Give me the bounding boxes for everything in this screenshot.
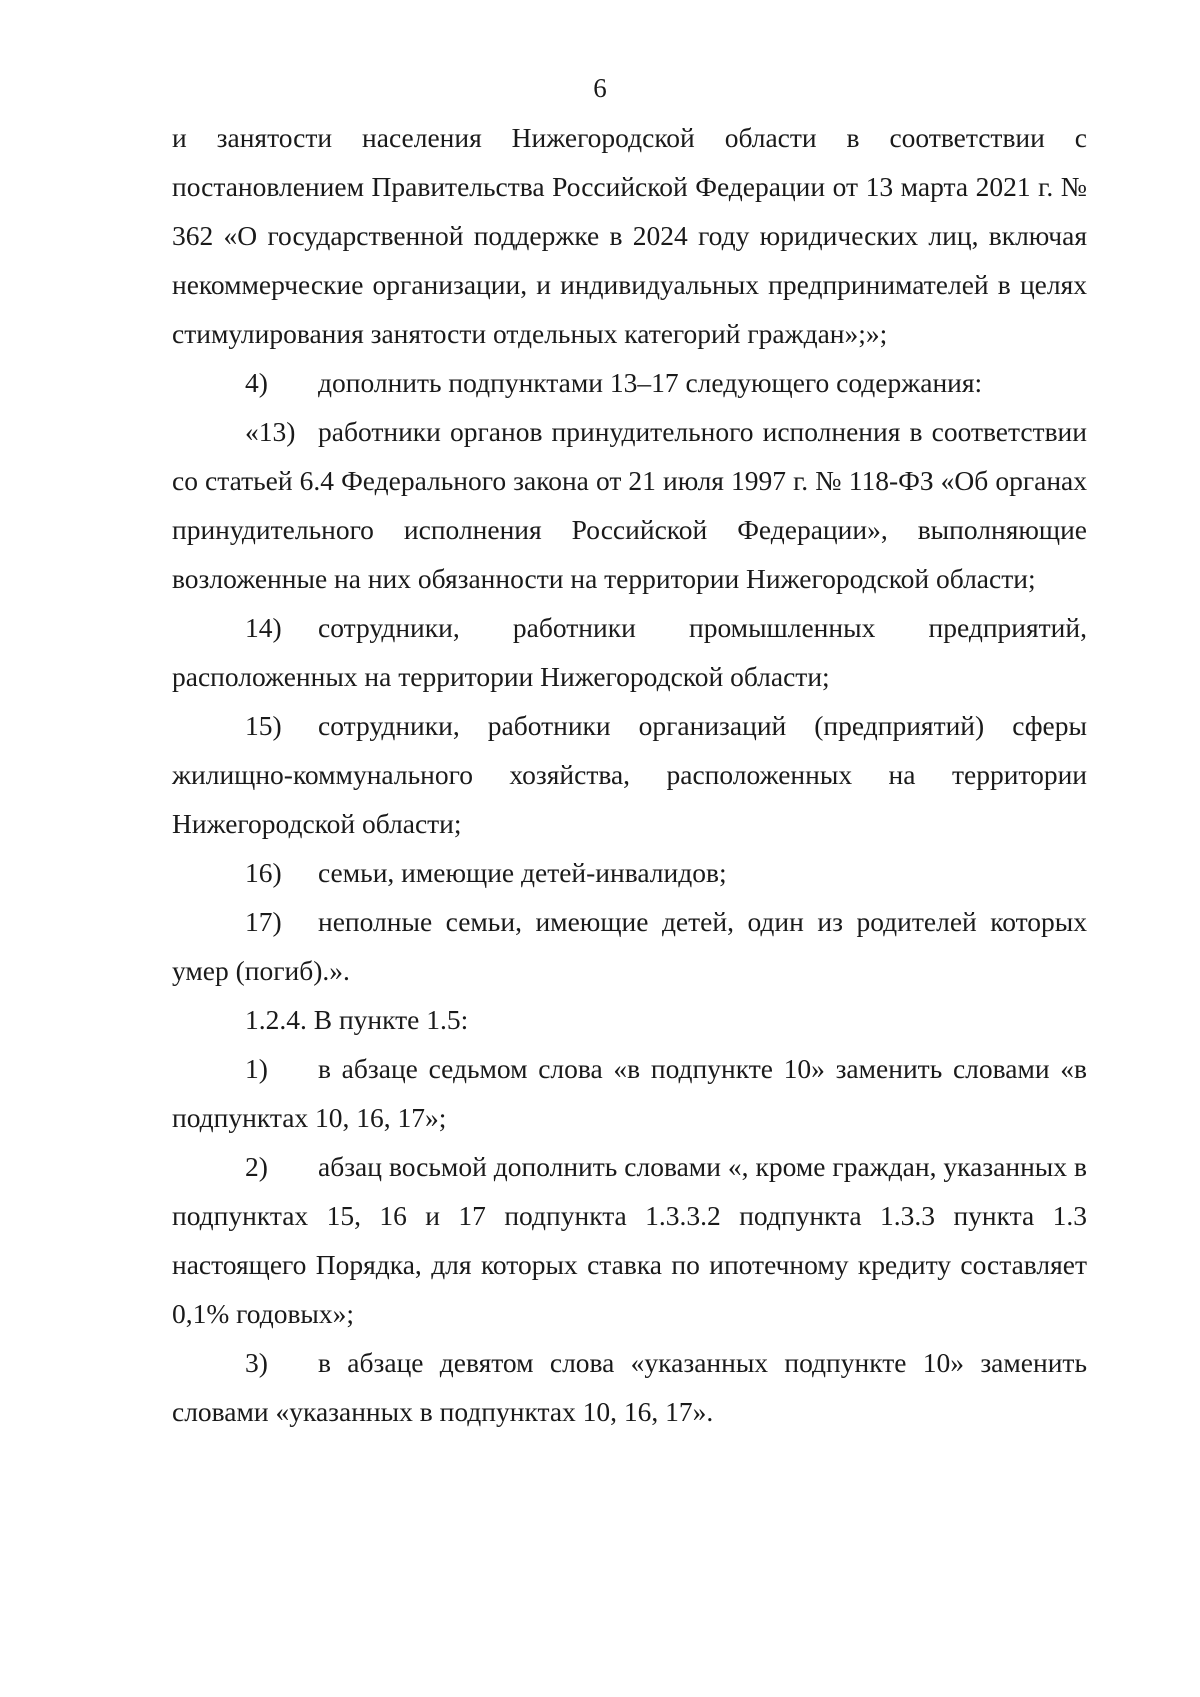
list-item-13 <box>172 407 1087 603</box>
paragraph-text: и занятости населения Нижегородской области в соответствии с постановлением Правительства Российской Федерации от 13 марта 2021 г. № 362 «О государственной поддержке в 2024 году юридических лиц, включая некоммерческие организации, и индивидуальных предпринимателей в целях стимулирования занятости отдельных категорий граждан»;»; <box>172 122 1087 349</box>
list-item-15 <box>172 701 1087 848</box>
list-item-number: 4) <box>245 367 268 398</box>
list-item-number: 15) <box>245 710 282 741</box>
paragraph-text: 1.2.4. В пункте 1.5: <box>245 1004 469 1035</box>
list-item-number: 14) <box>245 612 282 643</box>
paragraph-text: сотрудники, работники промышленных предприятий, расположенных на территории Нижегородской области; <box>172 612 1087 692</box>
paragraph-text: дополнить подпунктами 13–17 следующего содержания: <box>318 367 983 398</box>
paragraph-continuation <box>172 113 1087 358</box>
page-number: 6 <box>593 73 607 103</box>
list-item-number: 2) <box>245 1151 268 1182</box>
list-item-4 <box>172 358 1087 407</box>
paragraph-text: сотрудники, работники организаций (предприятий) сферы жилищно-коммунального хозяйства, расположенных на территории Нижегородской области; <box>172 710 1087 839</box>
list-item-14 <box>172 603 1087 701</box>
paragraph-text: в абзаце седьмом слова «в подпункте 10» заменить словами «в подпунктах 10, 16, 17»; <box>172 1053 1087 1133</box>
paragraph-text: абзац восьмой дополнить словами «, кроме граждан, указанных в подпунктах 15, 16 и 17 подпункта 1.3.3.2 подпункта 1.3.3 пункта 1.3 настоящего Порядка, для которых ставка по ипотечному кредиту составляет 0,1% годовых»; <box>172 1151 1087 1329</box>
document-body <box>172 113 1087 1436</box>
paragraph-text: в абзаце девятом слова «указанных подпункте 10» заменить словами «указанных в подпунктах 10, 16, 17». <box>172 1347 1087 1427</box>
list-item-16 <box>172 848 1087 897</box>
paragraph-text: работники органов принудительного исполнения в соответствии со статьей 6.4 Федерального закона от 21 июля 1997 г. № 118-ФЗ «Об органах принудительного исполнения Российской Федерации», выполняющие возложенные на них обязанности на территории Нижегородской области; <box>172 416 1087 594</box>
list-item-2 <box>172 1142 1087 1338</box>
paragraph-text: семьи, имеющие детей-инвалидов; <box>318 857 727 888</box>
section-heading-1-2-4 <box>172 995 1087 1044</box>
list-item-number: 16) <box>245 857 282 888</box>
list-item-number: «13) <box>245 416 296 447</box>
list-item-17 <box>172 897 1087 995</box>
list-item-1 <box>172 1044 1087 1142</box>
list-item-number: 1) <box>245 1053 268 1084</box>
list-item-number: 17) <box>245 906 282 937</box>
list-item-3 <box>172 1338 1087 1436</box>
list-item-number: 3) <box>245 1347 268 1378</box>
paragraph-text: неполные семьи, имеющие детей, один из родителей которых умер (погиб).». <box>172 906 1087 986</box>
